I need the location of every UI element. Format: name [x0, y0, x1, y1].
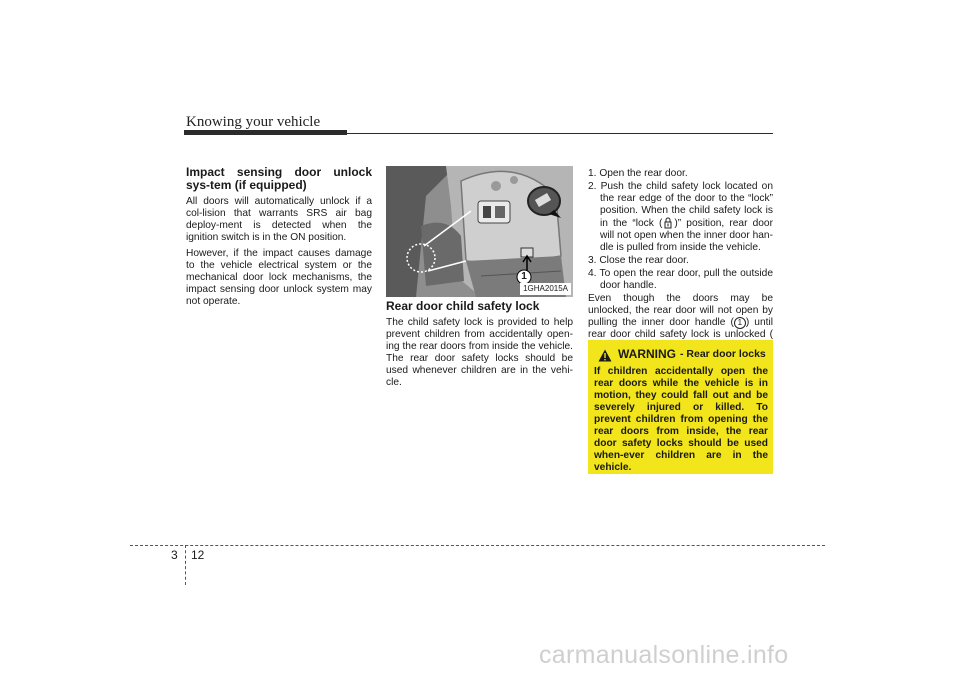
child-lock-section [386, 300, 573, 393]
warning-box [588, 340, 773, 474]
child-lock-heading: Rear door child safety lock [386, 299, 540, 313]
warning-subtitle: - Rear door locks [680, 348, 766, 360]
impact-paragraph-1: All doors will automatically unlock if a col-lision that warrants SRS air bag deploy-ment is detected when the ignition switch is in the ON position. [186, 196, 372, 243]
unlock-note-text-a: Even though the doors may be unlocked, the rear door will not open by pulling the inner door handle ( [588, 293, 773, 328]
warning-triangle-icon [598, 349, 612, 362]
figure-callout-number: 1 [521, 271, 527, 282]
footer-divider [185, 545, 186, 585]
child-lock-steps [588, 168, 773, 358]
step-2-text-a: 2. Push the child safety lock located on the rear edge of the door to the “lock” position. When the child safety lock is in the “lock ( [588, 181, 773, 229]
header-bar [184, 130, 347, 135]
watermark: carmanualsonline.info [539, 641, 789, 669]
step-3: 3. Close the rear door. [588, 255, 689, 266]
step-2 [588, 181, 773, 254]
inner-handle-callout: 1 [734, 317, 746, 329]
impact-heading: Impact sensing door unlock sys-tem (if equipped) [186, 165, 372, 192]
footer-rule [130, 545, 825, 546]
unlock-note-text-b: ) until rear door child safety lock is unlocked ( [588, 317, 774, 340]
step-2-text-b: )” position, rear door will not open when the inner door han-dle is pulled from inside the vehicle. [600, 218, 773, 253]
header-title: Knowing your vehicle [186, 114, 321, 130]
child-lock-figure [386, 166, 573, 297]
impact-section [186, 166, 372, 312]
figure-code: 1GHA2015A [520, 283, 571, 295]
page-number: 12 [191, 548, 205, 562]
impact-paragraph-2: However, if the impact causes damage to the vehicle electrical system or the mechanical door lock mechanisms, the impact sensing door unlock system may not operate. [186, 248, 372, 307]
steps-list [588, 168, 773, 292]
warning-header [594, 348, 768, 362]
step-1: 1. Open the rear door. [588, 168, 688, 179]
header-rule [347, 133, 773, 134]
chapter-number: 3 [171, 548, 178, 562]
warning-label: WARNING [618, 347, 676, 361]
child-lock-paragraph: The child safety lock is provided to help prevent children from accidentally open-ing the rear doors from inside the vehicle. The rear door safety locks should be used whenever children are in the vehi-cle. [386, 317, 573, 388]
lock-closed-icon [662, 217, 674, 229]
door-illustration [386, 166, 573, 297]
step-4: 4. To open the rear door, pull the outside door handle. [588, 268, 773, 291]
warning-text: If children accidentally open the rear doors while the vehicle is in motion, they could fall out and be severely injured or killed. To prevent children from opening the rear doors from inside, the rear door safety locks should be used when-ever children are in the vehicle. [594, 366, 768, 473]
